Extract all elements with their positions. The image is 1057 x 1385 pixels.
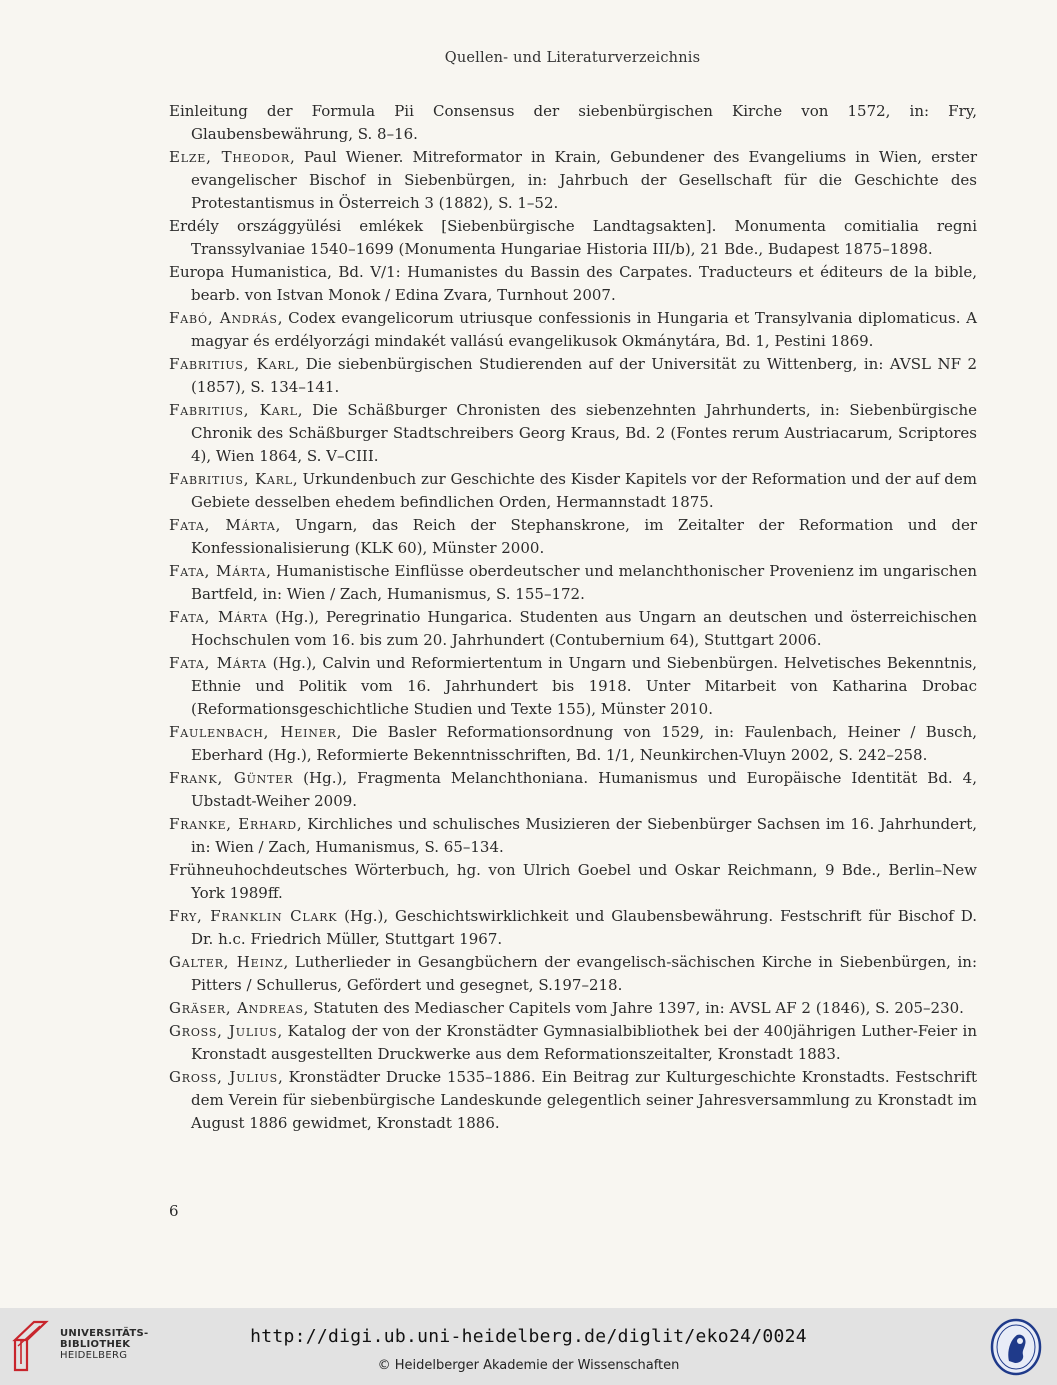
entry-author: Fata, Márta xyxy=(169,562,267,580)
entry-text: (Hg.), Fragmenta Melanchthoniana. Humanismus und Europäische Identität Bd. 4, Ubstadt-Weiher 2009. xyxy=(191,769,977,810)
entry-text: , Kronstädter Drucke 1535–1886. Ein Beitrag zur Kulturgeschichte Kronstadts. Festschrift dem Verein für siebenbürgische Landeskunde gelegentlich seiner Jahresversammlung zu Kronstadt im August 1886 gewidmet, Kronstadt 1886. xyxy=(191,1068,977,1132)
bibliography-entry xyxy=(169,606,977,652)
entry-text: Erdély országgyülési emlékek [Siebenbürgische Landtagsakten]. Monumenta comitialia regni Transsylvaniae 1540–1699 (Monumenta Hungariae Historia III/b), 21 Bde., Budapest 1875–1898. xyxy=(169,217,977,258)
entry-author: Fry, Franklin Clark xyxy=(169,907,338,925)
entry-author: Franke, Erhard xyxy=(169,815,297,833)
page-number: 6 xyxy=(169,1202,179,1220)
entry-author: Elze, Theodor xyxy=(169,148,290,166)
entry-author: Fata, Márta xyxy=(169,516,276,534)
bibliography-entry xyxy=(169,859,977,905)
bibliography-entry xyxy=(169,721,977,767)
bibliography-entry xyxy=(169,468,977,514)
entry-author: Fata, Márta xyxy=(169,608,269,626)
bibliography-entry xyxy=(169,215,977,261)
bibliography-entry xyxy=(169,813,977,859)
bibliography-entry xyxy=(169,1020,977,1066)
bibliography-entry xyxy=(169,514,977,560)
entry-text: , Katalog der von der Kronstädter Gymnasialbibliothek bei der 400jährigen Luther-Feier in Kronstadt ausgestellten Druckwerke aus dem Reformationszeitalter, Kronstadt 1883. xyxy=(191,1022,978,1063)
entry-text: (Hg.), Calvin und Reformiertentum in Ungarn und Siebenbürgen. Helvetisches Bekenntnis, Ethnie und Politik vom 16. Jahrhundert bis 1918. Unter Mitarbeit von Katharina Drobac (Reformationsgeschichtliche Studien und Texte 155), Münster 2010. xyxy=(191,654,978,718)
bibliography-entry xyxy=(169,100,977,146)
entry-text: Frühneuhochdeutsches Wörterbuch, hg. von Ulrich Goebel und Oskar Reichmann, 9 Bde., Berlin–New York 1989ff. xyxy=(169,861,977,902)
entry-text: , Codex evangelicorum utriusque confessionis in Hungaria et Transylvania diplomaticus. A magyar és erdélyorzági mindakét vallású evangelikusok Okmánytára, Bd. 1, Pestini 1869. xyxy=(191,309,977,350)
entry-author: Fabritius, Karl xyxy=(169,355,295,373)
entry-text: , Die siebenbürgischen Studierenden auf der Universität zu Wittenberg, in: AVSL NF 2 (1857), S. 134–141. xyxy=(191,355,977,396)
entry-text: , Ungarn, das Reich der Stephanskrone, im Zeitalter der Reformation und der Konfessionalisierung (KLK 60), Münster 2000. xyxy=(191,516,977,557)
entry-text: , Urkundenbuch zur Geschichte des Kisder Kapitels vor der Reformation und der auf dem Gebiete desselben ehedem befindlichen Orden, Hermannstadt 1875. xyxy=(191,470,977,511)
entry-text: (Hg.), Peregrinatio Hungarica. Studenten aus Ungarn an deutschen und österreichischen Hochschulen vom 16. bis zum 20. Jahrhundert (Contubernium 64), Stuttgart 2006. xyxy=(191,608,977,649)
bibliography-entry xyxy=(169,997,977,1020)
bibliography-entry xyxy=(169,1066,977,1135)
bibliography-entry xyxy=(169,652,977,721)
entry-author: Fata, Márta xyxy=(169,654,267,672)
bibliography-entry xyxy=(169,307,977,353)
bibliography-entry xyxy=(169,905,977,951)
entry-text: , Die Basler Reformationsordnung von 1529, in: Faulenbach, Heiner / Busch, Eberhard (Hg.), Reformierte Bekenntnisschriften, Bd. 1/1, Neunkirchen-Vluyn 2002, S. 242–258. xyxy=(191,723,977,764)
entry-text: , Paul Wiener. Mitreformator in Krain, Gebundener des Evangeliums in Wien, erster evangelischer Bischof in Siebenbürgen, in: Jahrbuch der Gesellschaft für die Geschichte des Protestantismus in Österreich 3 (1882), S. 1–52. xyxy=(191,148,977,212)
entry-text: Einleitung der Formula Pii Consensus der siebenbürgischen Kirche von 1572, in: Fry, Glaubensbewährung, S. 8–16. xyxy=(169,102,977,143)
bibliography-entry xyxy=(169,560,977,606)
entry-text: , Humanistische Einflüsse oberdeutscher und melanchthonischer Provenienz im ungarischen Bartfeld, in: Wien / Zach, Humanismus, S. 155–172. xyxy=(191,562,977,603)
entry-author: Galter, Heinz xyxy=(169,953,284,971)
logo-line: UNIVERSITÄTS- xyxy=(60,1328,149,1339)
entry-author: Fabritius, Karl xyxy=(169,401,298,419)
copyright-notice: © Heidelberger Akademie der Wissenschaften xyxy=(377,1358,680,1373)
entry-author: Gräser, Andreas xyxy=(169,999,304,1017)
entry-author: Fabritius, Karl xyxy=(169,470,293,488)
viewer-footer xyxy=(0,1308,1057,1385)
entry-author: Faulenbach, Heiner xyxy=(169,723,337,741)
bibliography-entry xyxy=(169,261,977,307)
bibliography-entry xyxy=(169,353,977,399)
permalink-url[interactable]: http://digi.ub.uni-heidelberg.de/diglit/eko24/0024 xyxy=(250,1326,807,1347)
bibliography-entry xyxy=(169,951,977,997)
bibliography-list xyxy=(169,100,977,1135)
entry-text: , Kirchliches und schulisches Musizieren der Siebenbürger Sachsen im 16. Jahrhundert, in: Wien / Zach, Humanismus, S. 65–134. xyxy=(191,815,977,856)
entry-text: , Statuten des Mediascher Capitels vom Jahre 1397, in: AVSL AF 2 (1846), S. 205–230. xyxy=(303,999,964,1017)
running-head: Quellen- und Literaturverzeichnis xyxy=(444,50,701,66)
logo-line: BIBLIOTHEK xyxy=(60,1339,131,1350)
bibliography-entry xyxy=(169,399,977,468)
entry-text: , Lutherlieder in Gesangbüchern der evangelisch-sächischen Kirche in Siebenbürgen, in: Pitters / Schullerus, Gefördert und gesegnet, S.197–218. xyxy=(191,953,977,994)
entry-text: , Die Schäßburger Chronisten des siebenzehnten Jahrhunderts, in: Siebenbürgische Chronik des Schäßburger Stadtschreibers Georg Kraus, Bd. 2 (Fontes rerum Austriacarum, Scriptores 4), Wien 1864, S. V–CIII. xyxy=(191,401,977,465)
entry-author: Fabó, András xyxy=(169,309,278,327)
entry-author: Frank, Günter xyxy=(169,769,294,787)
entry-author: Gross, Julius xyxy=(169,1022,278,1040)
entry-author: Gross, Julius xyxy=(169,1068,278,1086)
academy-seal-icon[interactable] xyxy=(989,1317,1043,1377)
bibliography-entry xyxy=(169,146,977,215)
entry-text: Europa Humanistica, Bd. V/1: Humanistes du Bassin des Carpates. Traducteurs et éditeurs de la bible, bearb. von Istvan Monok / Edina Zvara, Turnhout 2007. xyxy=(169,263,977,304)
bibliography-entry xyxy=(169,767,977,813)
entry-text: (Hg.), Geschichtswirklichkeit und Glaubensbewährung. Festschrift für Bischof D. Dr. h.c. Friedrich Müller, Stuttgart 1967. xyxy=(191,907,977,948)
logo-line: HEIDELBERG xyxy=(60,1350,128,1361)
